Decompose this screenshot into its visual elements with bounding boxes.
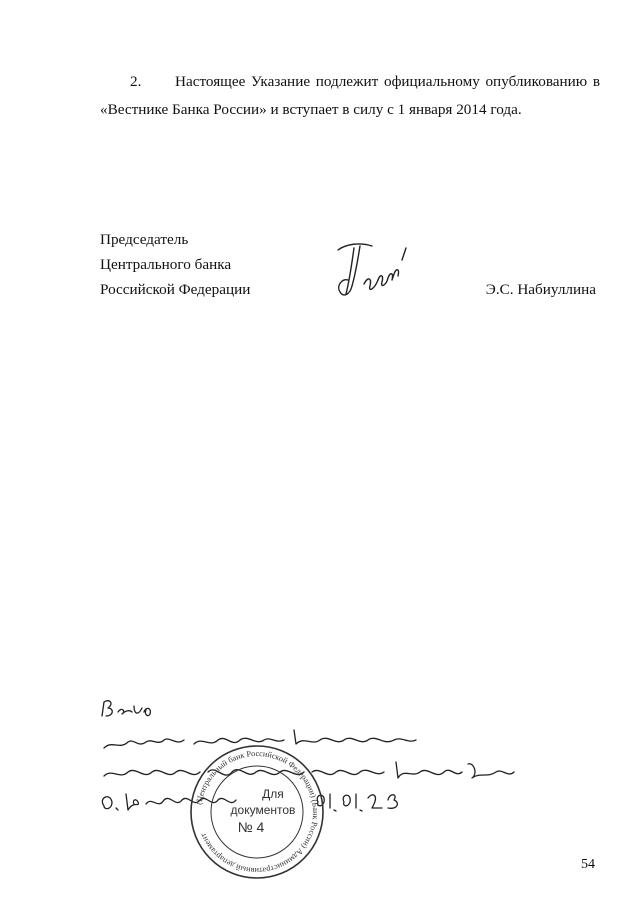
note-line-1 [0, 589, 1, 591]
paragraph-text-line-1: Настоящее Указание подлежит официальному опубликованию в [175, 73, 600, 90]
signatory-title-line-1: Председатель [100, 231, 189, 248]
seal-center-line-3: № 4 [237, 819, 265, 835]
paragraph-text-line-2: «Вестнике Банка России» и вступает в силу с 1 января 2014 года. [100, 101, 522, 118]
signatory-title-line-3: Российской Федерации [100, 281, 251, 298]
signatory-title-line-2: Центрального банка [100, 256, 232, 273]
paragraph-line-1 [100, 68, 600, 96]
signatory-title [100, 227, 250, 302]
page-number: 54 [581, 857, 595, 872]
seal-ring-text: (Центральный банк Российской Федерации) (Банк России) Административный департамент [194, 748, 321, 876]
signer-name: Э.С. Набиуллина [485, 281, 596, 298]
round-seal-stamp [187, 742, 327, 882]
handwritten-signature [330, 238, 410, 304]
seal-center-line-1: Для [262, 787, 284, 801]
paragraph-number: 2. [130, 73, 142, 90]
seal-center-line-2: документов [230, 803, 296, 817]
paragraph-2 [100, 68, 600, 124]
